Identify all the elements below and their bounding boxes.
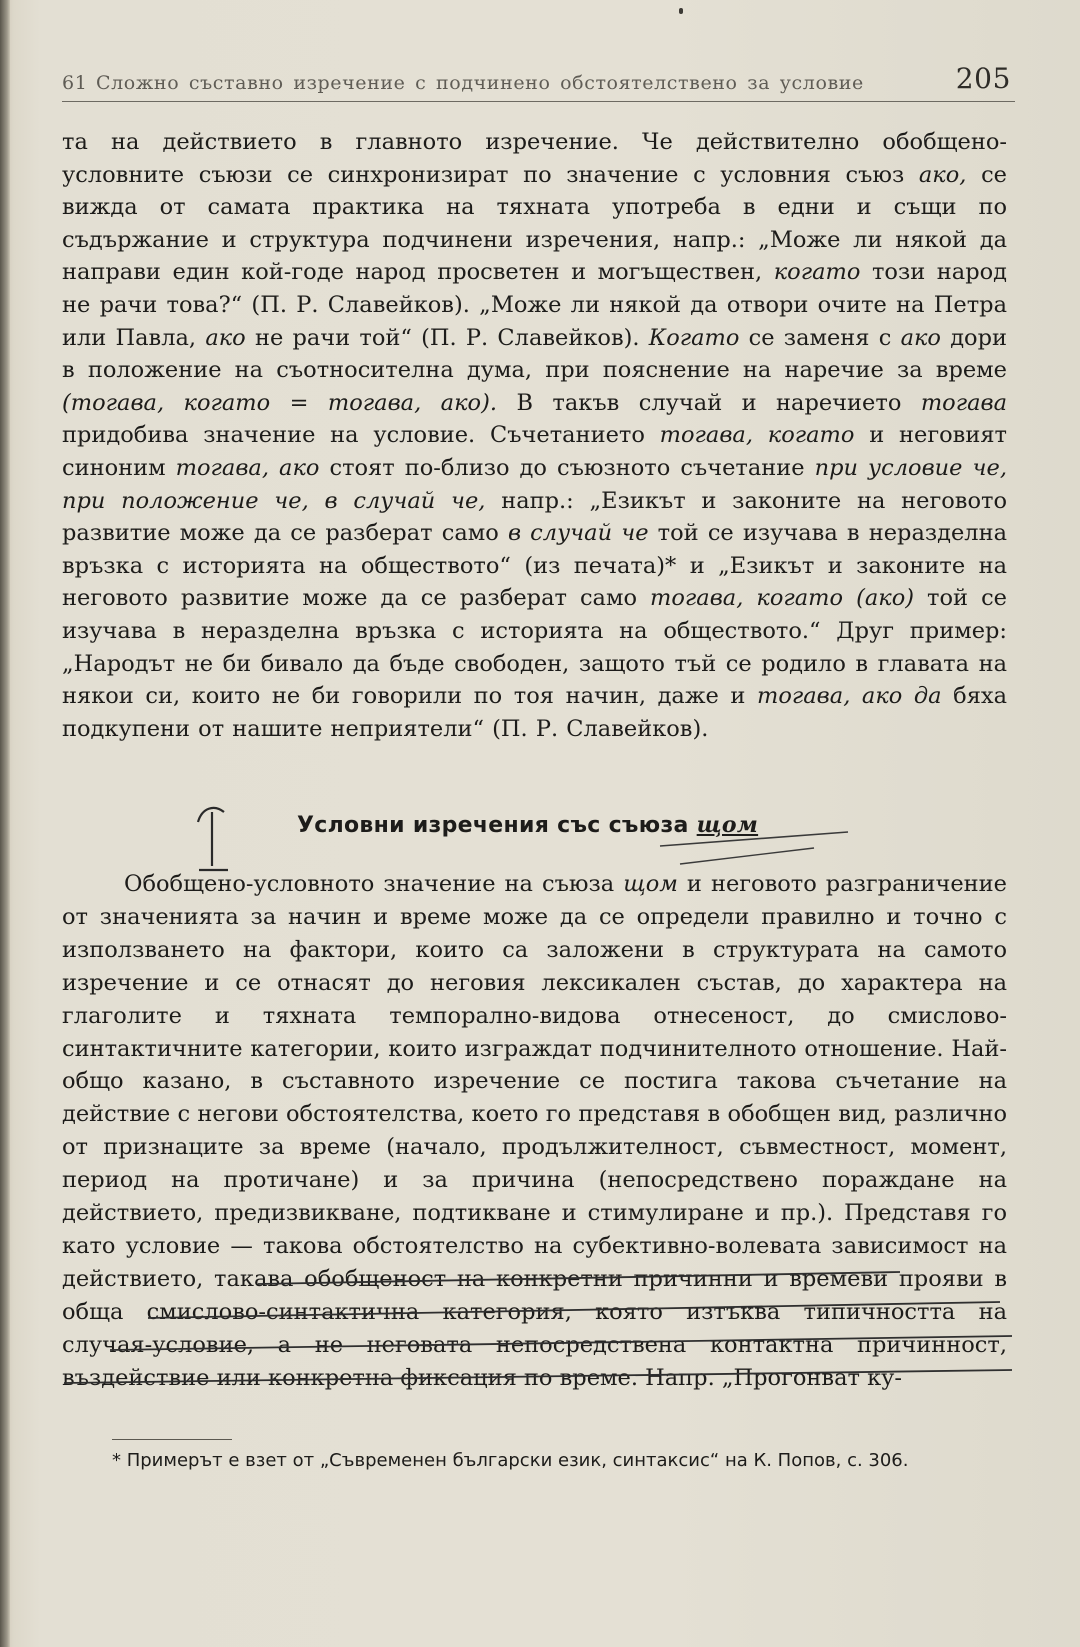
italic-term: тогава, ако [175,454,320,481]
italic-term: когато [773,259,861,286]
section-heading-conjunction: щом [696,812,759,838]
pencil-underline [660,832,848,846]
text-run: Обобщено-условното значение на съюза [124,871,624,897]
text-run: В такъв случай и наречието [497,389,921,416]
pencil-strikethrough [64,1370,1012,1383]
italic-term: (тогава, когато = тогава, ако). [62,389,498,416]
italic-term: ако, [918,161,967,188]
italic-term: ако [900,324,941,351]
text-run: напр.: „Езикът и законите на неговото развитие може да се разберат само [62,487,1007,547]
section-number: 61 [62,72,88,94]
italic-term: при условие че, при положение че, в случай че, [62,454,1007,514]
text-run: та на действието в главното изречение. Че действително обобщено-условните съюзи се синхронизират по значение с условния съюз [62,129,1007,188]
text-run: и неговото разграничение от значенията за начин и време може да се определи правилно и точно с използването на фактори, които са заложени в структурата на самото изречение и се отнасят до неговия лексикален състав, до характера на глаголите и тяхната темпорално-видова отнесеност, до смислово-синтактичните категории, които изграждат подчинителното отношение. Най-общо казано, в съставното изречение се постига такова съчетание на действие с негови обстоятелства, което го представя в обобщен вид, различно от признаците за време (начало, продължителност, съвместност, момент, период на протичане) и за причина (непосредствено поражданe на действието, предизвикване, подтикване и стимулиране и пр.). Представя го като условие — такова обстоятелство на субективно-волевата зависимост на действието, такава обобщеност на конкретни причинни и времеви прояви в обща смислово-синтактична категория, която изтъква типичността на случая-условие, а не неговата непосредствена контактна причинност, въздействие или конкретна фиксация по време. Напр. „Прогонват ку- [62,871,1007,1391]
text-run: той се изучава в неразделна връзка с историята на обществото.“ Друг пример: „Народът не би бивало да бъде свободен, защото тъй се родило в главата на някои си, които не би говорили по тоя начин, даже и [62,585,1007,710]
pencil-underline [680,848,814,864]
pencil-strikethrough [110,1336,1012,1350]
italic-term: щом [623,871,678,897]
italic-term: тогава, когато (ако) [650,585,915,612]
running-title: Сложно съставно изречение с подчинено обстоятелствено за условие [96,72,864,94]
italic-term: тогава, ако да [757,683,942,710]
text-run: не рачи той“ (П. Р. Славейков). [245,324,649,351]
text-run: дори в положение на съотносителна дума, при пояснение на наречие за време [62,324,1007,384]
text-run: той се изучава в неразделна връзка с историята на обществото“ (из печата)* и „Езикът и законите на неговото развитие може да се разберат само [62,520,1007,612]
footnote: * Примерът е взет от „Съвременен български език, синтаксис“ на К. Попов, с. 306. [112,1450,909,1471]
italic-term: тогава, когато [659,422,855,449]
text-run: този народ не рачи това?“ (П. Р. Славейков). „Може ли някой да отвори очите на Петра или Павла, [62,259,1008,351]
pencil-strikethrough [258,1272,900,1284]
italic-term: Когато [648,324,740,351]
text-run: се вижда от самата практика на тяхната употреба в едни и същи по съдържание и структура подчинени изречения, напр.: „Може ли някой да направи един кой-годе народ просветен и могъществен, [62,161,1007,286]
page-number: 205 [955,62,1011,95]
section-heading-text: Условни изречения със съюза [297,813,697,838]
italic-term: тогава [920,389,1007,416]
text-run: се заменя с [739,324,901,351]
text-run: и неговият синоним [62,422,1007,481]
italic-term: в случай че [507,520,649,547]
italic-term: ако [205,324,246,351]
pencil-strikethrough [148,1302,1000,1318]
text-run: бяха подкупени от нашите неприятели“ (П. Р. Славейков). [62,683,1007,742]
text-run: стоят по-близо до съюзното съчетание [319,454,815,481]
text-run: придобива значение на условие. Съчетанието [62,422,660,449]
